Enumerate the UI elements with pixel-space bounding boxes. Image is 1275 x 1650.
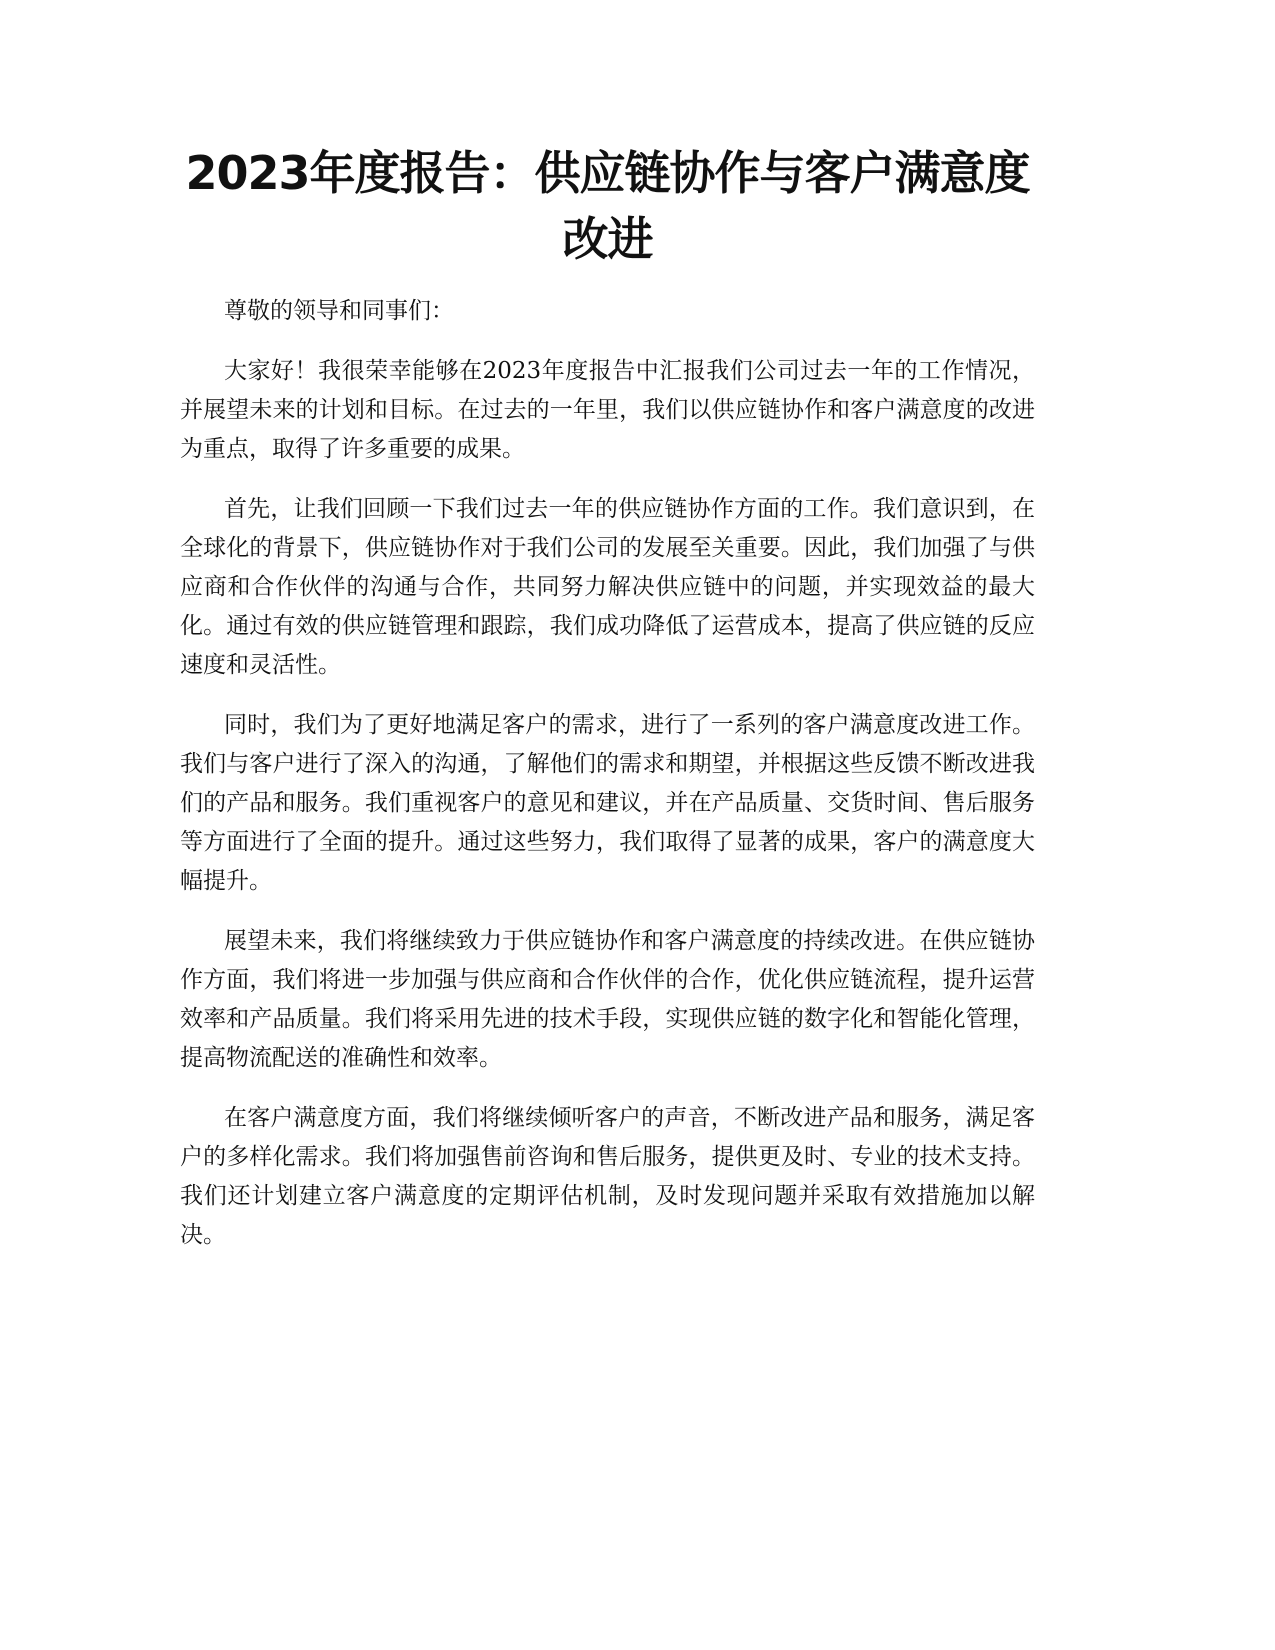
document-page — [180, 0, 1035, 1276]
customer-satisfaction-paragraph: 同时，我们为了更好地满足客户的需求，进行了一系列的客户满意度改进工作。我们与客户进行了深入的沟通，了解他们的需求和期望，并根据这些反馈不断改进我们的产品和服务。我们重视客户的意见和建议，并在产品质量、交货时间、售后服务等方面进行了全面的提升。通过这些努力，我们取得了显著的成果，客户的满意度大幅提升。 — [180, 712, 1035, 894]
intro-paragraph: 大家好！我很荣幸能够在2023年度报告中汇报我们公司过去一年的工作情况，并展望未来的计划和目标。在过去的一年里，我们以供应链协作和客户满意度的改进为重点，取得了许多重要的成果。 — [180, 358, 1035, 462]
outlook-supply-chain-paragraph: 展望未来，我们将继续致力于供应链协作和客户满意度的持续改进。在供应链协作方面，我们将进一步加强与供应商和合作伙伴的合作，优化供应链流程，提升运营效率和产品质量。我们将采用先进的技术手段，实现供应链的数字化和智能化管理，提高物流配送的准确性和效率。 — [180, 928, 1035, 1071]
salutation-paragraph: 尊敬的领导和同事们： — [224, 298, 454, 324]
document-title: 2023年度报告：供应链协作与客户满意度改进 — [185, 146, 1030, 266]
outlook-customer-paragraph: 在客户满意度方面，我们将继续倾听客户的声音，不断改进产品和服务，满足客户的多样化需求。我们将加强售前咨询和售后服务，提供更及时、专业的技术支持。我们还计划建立客户满意度的定期评估机制，及时发现问题并采取有效措施加以解决。 — [180, 1105, 1035, 1248]
document-body — [180, 292, 1035, 1255]
supply-chain-paragraph: 首先，让我们回顾一下我们过去一年的供应链协作方面的工作。我们意识到，在全球化的背景下，供应链协作对于我们公司的发展至关重要。因此，我们加强了与供应商和合作伙伴的沟通与合作，共同努力解决供应链中的问题，并实现效益的最大化。通过有效的供应链管理和跟踪，我们成功降低了运营成本，提高了供应链的反应速度和灵活性。 — [180, 496, 1035, 678]
